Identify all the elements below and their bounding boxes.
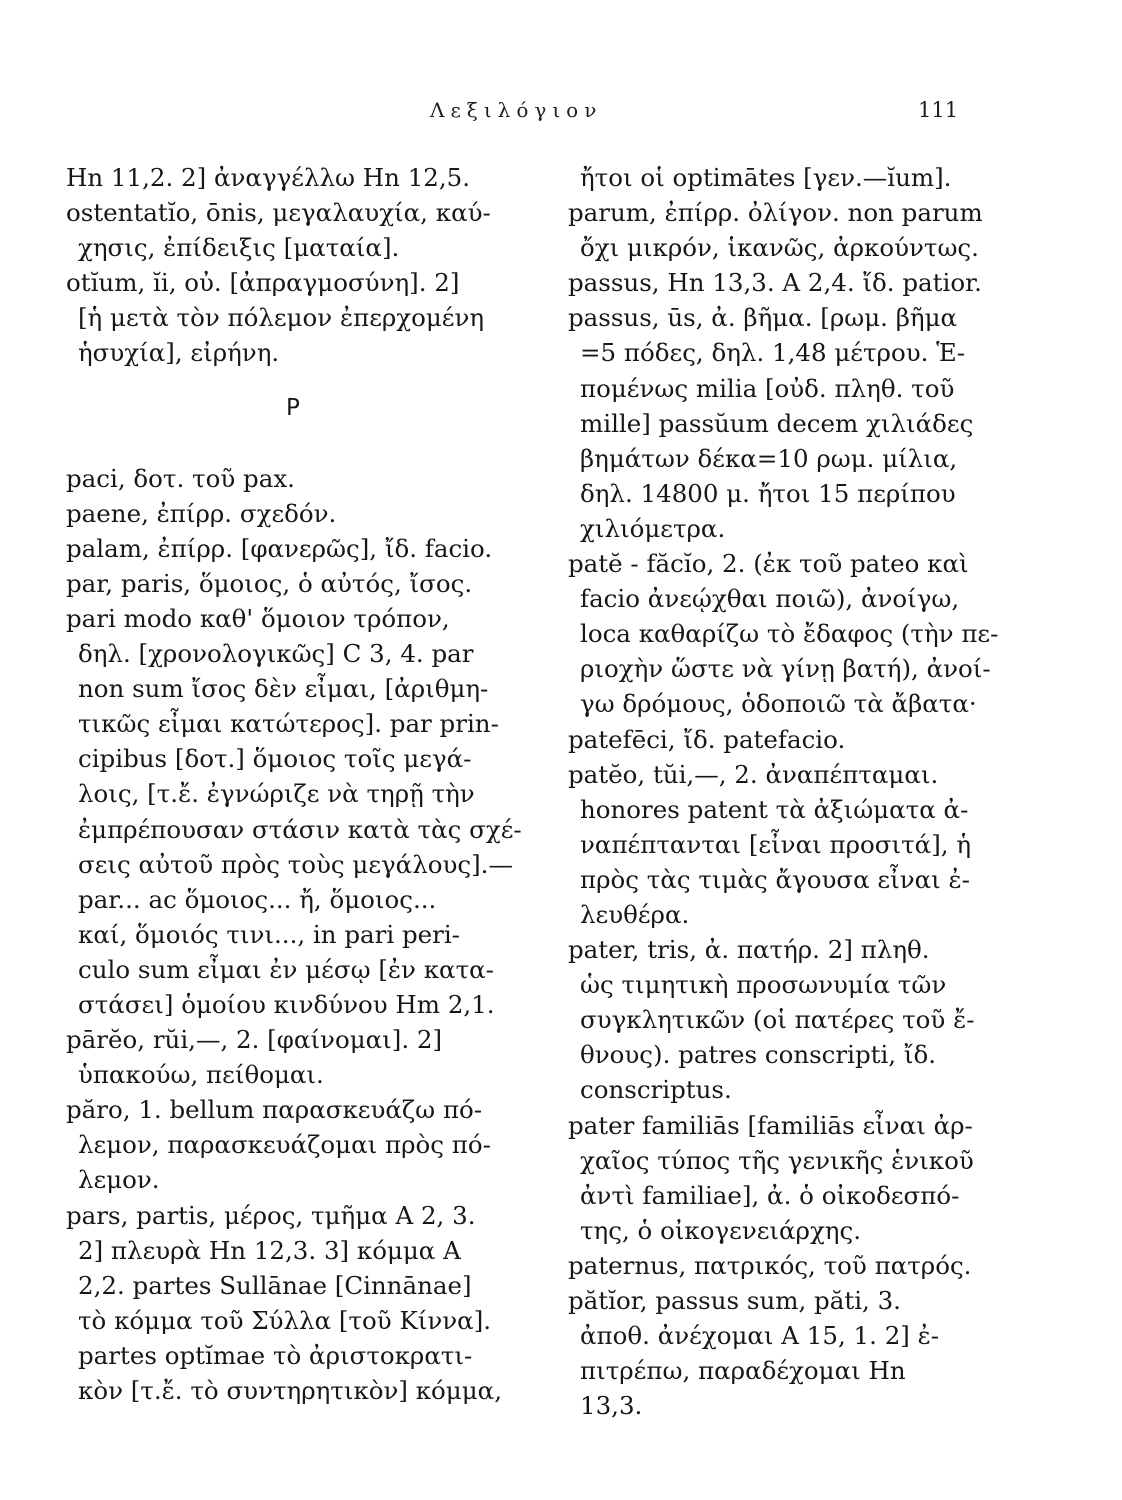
dictionary-line: ὡς τιμητικὴ προσωνυμία τῶν xyxy=(580,970,947,1000)
dictionary-line: [ἡ μετὰ τὸν πόλεμον ἐπερχομένη xyxy=(78,303,485,333)
dictionary-line: passus, ūs, ἀ. βῆμα. [ρωμ. βῆμα xyxy=(568,303,958,333)
dictionary-line: βημάτων δέκα=10 ρωμ. μίλια, xyxy=(580,443,958,473)
dictionary-line: pārĕo, rŭi,—, 2. [φαίνομαι]. 2] xyxy=(66,1025,443,1055)
dictionary-line: ὑπακούω, πείθομαι. xyxy=(78,1060,324,1090)
dictionary-line: pars, partis, μέρος, τμῆμα A 2, 3. xyxy=(66,1200,476,1230)
dictionary-line: patĕo, tŭi,—, 2. ἀναπέπταμαι. xyxy=(568,759,939,789)
dictionary-line: τὸ κόμμα τοῦ Σύλλα [τοῦ Κίννα]. xyxy=(78,1305,492,1335)
right-column xyxy=(568,160,1022,1423)
dictionary-line: γω δρόμους, ὁδοποιῶ τὰ ἄβατα· xyxy=(580,689,977,719)
dictionary-line: χησις, ἐπίδειξις [ματαία]. xyxy=(78,233,400,263)
dictionary-line: λευθέρα. xyxy=(580,899,690,929)
dictionary-line: Hn 11,2. 2] ἀναγγέλλω Hn 12,5. xyxy=(66,163,471,192)
dictionary-line: parum, ἐπίρρ. ὀλίγον. non parum xyxy=(568,198,983,228)
dictionary-line: pari modo καθ' ὅμοιον τρόπον, xyxy=(66,603,450,633)
dictionary-line: par, paris, ὅμοιος, ὁ αὐτός, ἴσος. xyxy=(66,568,473,598)
dictionary-line: loca καθαρίζω τὸ ἔδαφος (τὴν πε- xyxy=(580,619,999,649)
dictionary-line: πομένως milia [οὐδ. πληθ. τοῦ xyxy=(580,373,955,403)
dictionary-line: πιτρέπω, παραδέχομαι Hn xyxy=(580,1356,906,1386)
dictionary-line: paci, δοτ. τοῦ pax. xyxy=(66,463,295,493)
dictionary-line: ναπέπτανται [εἶναι προσιτά], ἡ xyxy=(580,829,972,859)
dictionary-line: facio ἀνεῴχθαι ποιῶ), ἀνοίγω, xyxy=(580,584,960,614)
dictionary-line: otĭum, ĭi, οὐ. [ἀπραγμοσύνη]. 2] xyxy=(66,268,460,298)
dictionary-line: ἀντὶ familiae], ἀ. ὁ οἰκοδεσπό- xyxy=(580,1180,960,1210)
dictionary-line: partes optĭmae τὸ ἀριστοκρατι- xyxy=(78,1340,473,1370)
dictionary-line: χαῖος τύπος τῆς γενικῆς ἑνικοῦ xyxy=(580,1145,974,1175)
dictionary-line: passus, Hn 13,3. A 2,4. ἴδ. patior. xyxy=(568,268,982,298)
dictionary-line: χιλιόμετρα. xyxy=(580,513,726,543)
dictionary-line: cipibus [δοτ.] ὅμοιος τοῖς μεγά- xyxy=(78,744,472,774)
dictionary-line: =5 πόδες, δηλ. 1,48 μέτρου. Ἑ- xyxy=(580,338,966,368)
dictionary-line: λεμον. xyxy=(78,1165,160,1195)
dictionary-line: στάσει] ὁμοίου κινδύνου Hm 2,1. xyxy=(78,989,495,1019)
dictionary-line: pater familiās [familiās εἶναι ἀρ- xyxy=(568,1110,973,1140)
dictionary-line: par... ac ὅμοιος... ἤ, ὅμοιος... xyxy=(78,884,437,914)
dictionary-line: ριοχὴν ὥστε νὰ γίνῃ βατή), ἀνοί- xyxy=(580,654,991,684)
dictionary-line: honores patent τὰ ἀξιώματα ἀ- xyxy=(580,794,969,824)
dictionary-line: paene, ἐπίρρ. σχεδόν. xyxy=(66,498,337,528)
dictionary-line: ostentatĭo, ōnis, μεγαλαυχία, καύ- xyxy=(66,198,491,228)
dictionary-line: ἡσυχία], εἰρήνη. xyxy=(78,338,280,368)
dictionary-line: conscriptus. xyxy=(580,1075,732,1105)
dictionary-line: δηλ. [χρονολογικῶς] C 3, 4. par xyxy=(78,639,474,669)
dictionary-line: 13,3. xyxy=(580,1391,643,1421)
section-letter-heading: P xyxy=(286,394,300,421)
dictionary-line: καί, ὅμοιός τινι..., in pari peri- xyxy=(78,919,460,949)
dictionary-line: palam, ἐπίρρ. [φανερῶς], ἴδ. facio. xyxy=(66,533,493,563)
dictionary-line: ἀποθ. ἀνέχομαι A 15, 1. 2] ἐ- xyxy=(580,1321,940,1351)
dictionary-line: patefēci, ἴδ. patefacio. xyxy=(568,724,846,754)
dictionary-line: τικῶς εἶμαι κατώτερος]. par prin- xyxy=(78,709,499,739)
dictionary-line: 2,2. partes Sullānae [Cinnānae] xyxy=(78,1270,472,1300)
dictionary-line: πρὸς τὰς τιμὰς ἄγουσα εἶναι ἐ- xyxy=(580,864,970,894)
dictionary-line: της, ὁ οἰκογενειάρχης. xyxy=(580,1215,861,1245)
dictionary-line: ἐμπρέπουσαν στάσιν κατὰ τὰς σχέ- xyxy=(78,814,522,844)
dictionary-line: 2] πλευρὰ Hn 12,3. 3] κόμμα A xyxy=(78,1235,461,1265)
dictionary-line: δηλ. 14800 μ. ἤτοι 15 περίπου xyxy=(580,478,956,508)
dictionary-line: paternus, πατρικός, τοῦ πατρός. xyxy=(568,1250,972,1280)
dictionary-line: mille] passŭum decem χιλιάδες xyxy=(580,408,974,438)
page-number: 111 xyxy=(918,98,959,122)
dictionary-line: κὸν [τ.ἔ. τὸ συντηρητικὸν] κόμμα, xyxy=(78,1376,502,1405)
dictionary-line: culo sum εἶμαι ἐν μέσῳ [ἐν κατα- xyxy=(78,954,494,984)
dictionary-line: σεις αὐτοῦ πρὸς τοὺς μεγάλους].— xyxy=(78,849,513,879)
left-column xyxy=(66,160,544,1408)
dictionary-line: λεμον, παρασκευάζομαι πρὸς πό- xyxy=(78,1130,491,1160)
dictionary-line: ἤτοι οἱ optimātes [γεν.—ĭum]. xyxy=(580,163,952,192)
dictionary-line: θνους). patres conscripti, ἴδ. xyxy=(580,1040,937,1070)
dictionary-line: păro, 1. bellum παρασκευάζω πό- xyxy=(66,1095,483,1125)
dictionary-line: συγκλητικῶν (οἱ πατέρες τοῦ ἔ- xyxy=(580,1005,975,1035)
running-header-title: Λεξιλόγιον xyxy=(430,98,603,122)
dictionary-line: ὄχι μικρόν, ἱκανῶς, ἀρκούντως. xyxy=(580,233,979,263)
dictionary-line: non sum ἴσος δὲν εἶμαι, [ἀριθμη- xyxy=(78,674,489,704)
dictionary-line: λοις, [τ.ἔ. ἐγνώριζε νὰ τηρῇ τὴν xyxy=(78,779,475,809)
dictionary-line: pater, tris, ἀ. πατήρ. 2] πληθ. xyxy=(568,935,930,965)
dictionary-line: pătĭor, passus sum, păti, 3. xyxy=(568,1286,901,1315)
dictionary-line: patĕ - făcĭo, 2. (ἐκ τοῦ pateo καὶ xyxy=(568,549,969,579)
